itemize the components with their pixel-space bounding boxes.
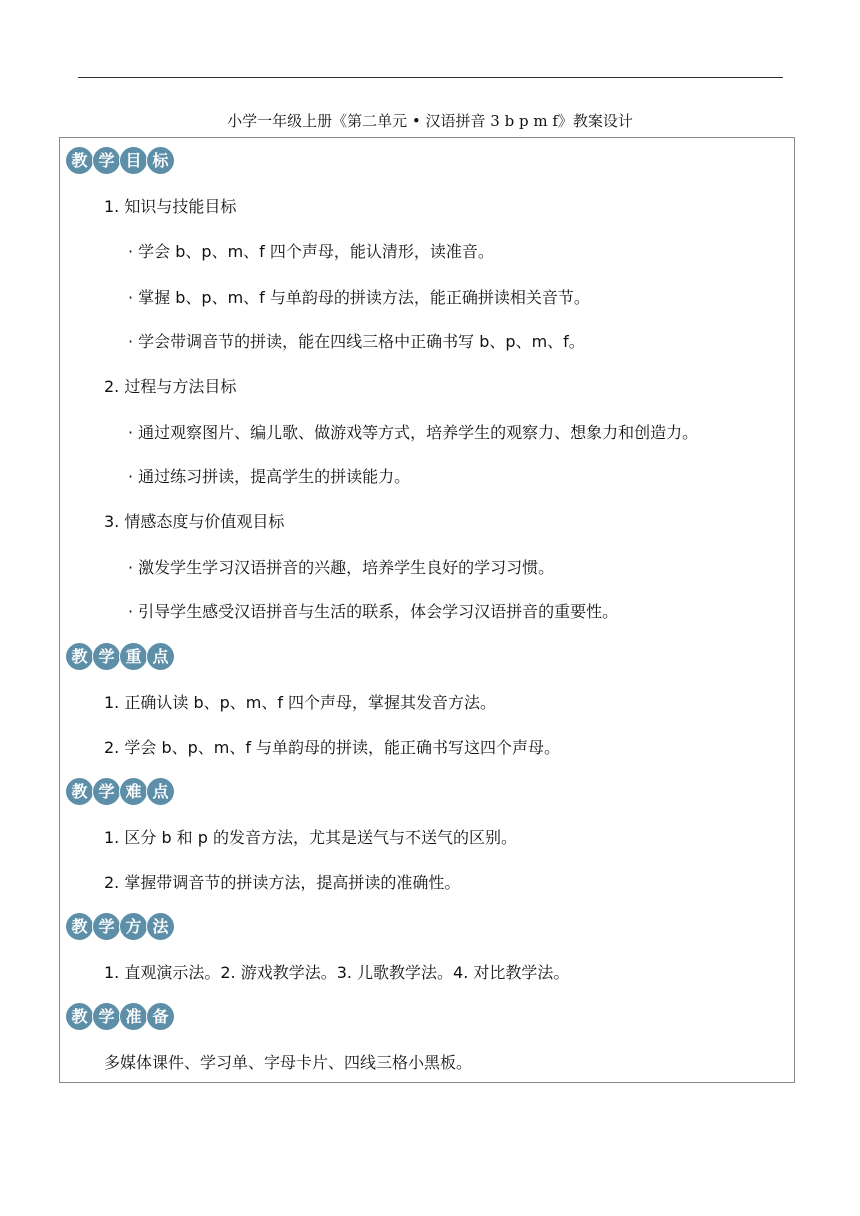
goal-item: · 通过练习拼读，提高学生的拼读能力。 — [128, 467, 411, 486]
section-heading-preparation — [66, 1003, 174, 1030]
header-rule — [78, 77, 783, 78]
method-item: 1. 直观演示法。2. 游戏教学法。3. 儿歌教学法。4. 对比教学法。 — [104, 963, 570, 982]
key-point-item: 2. 学会 b、p、m、f 与单韵母的拼读，能正确书写这四个声母。 — [104, 738, 561, 757]
heading-char: 学 — [93, 913, 120, 940]
heading-char: 难 — [120, 778, 147, 805]
heading-char: 备 — [147, 1003, 174, 1030]
heading-char: 学 — [93, 147, 120, 174]
goal-item: 2. 过程与方法目标 — [104, 377, 237, 396]
heading-char: 重 — [120, 643, 147, 670]
heading-char: 学 — [93, 1003, 120, 1030]
heading-char: 目 — [120, 147, 147, 174]
heading-char: 教 — [66, 147, 93, 174]
goal-item: · 通过观察图片、编儿歌、做游戏等方式，培养学生的观察力、想象力和创造力。 — [128, 423, 699, 442]
goal-item: · 掌握 b、p、m、f 与单韵母的拼读方法，能正确拼读相关音节。 — [128, 288, 590, 307]
goal-item: 3. 情感态度与价值观目标 — [104, 512, 285, 531]
heading-char: 教 — [66, 913, 93, 940]
heading-char: 学 — [93, 778, 120, 805]
section-heading-goals — [66, 147, 174, 174]
goal-item: 1. 知识与技能目标 — [104, 197, 237, 216]
document-title: 小学一年级上册《第二单元 • 汉语拼音 3 b p m f》教案设计 — [227, 112, 633, 130]
difficulty-item: 2. 掌握带调音节的拼读方法，提高拼读的准确性。 — [104, 873, 461, 892]
goal-item: · 学会 b、p、m、f 四个声母，能认清形，读准音。 — [128, 242, 494, 261]
section-heading-methods — [66, 913, 174, 940]
key-point-item: 1. 正确认读 b、p、m、f 四个声母，掌握其发音方法。 — [104, 693, 497, 712]
heading-char: 点 — [147, 643, 174, 670]
goal-item: · 学会带调音节的拼读，能在四线三格中正确书写 b、p、m、f。 — [128, 332, 585, 351]
heading-char: 教 — [66, 778, 93, 805]
heading-char: 法 — [147, 913, 174, 940]
difficulty-item: 1. 区分 b 和 p 的发音方法，尤其是送气与不送气的区别。 — [104, 828, 518, 847]
goal-item: · 激发学生学习汉语拼音的兴趣，培养学生良好的学习习惯。 — [128, 558, 555, 577]
section-heading-difficulties — [66, 778, 174, 805]
heading-char: 点 — [147, 778, 174, 805]
heading-char: 教 — [66, 1003, 93, 1030]
heading-char: 教 — [66, 643, 93, 670]
heading-char: 准 — [120, 1003, 147, 1030]
heading-char: 方 — [120, 913, 147, 940]
heading-char: 学 — [93, 643, 120, 670]
section-heading-key-points — [66, 643, 174, 670]
goal-item: · 引导学生感受汉语拼音与生活的联系，体会学习汉语拼音的重要性。 — [128, 602, 619, 621]
preparation-item: 多媒体课件、学习单、字母卡片、四线三格小黑板。 — [104, 1053, 473, 1072]
heading-char: 标 — [147, 147, 174, 174]
